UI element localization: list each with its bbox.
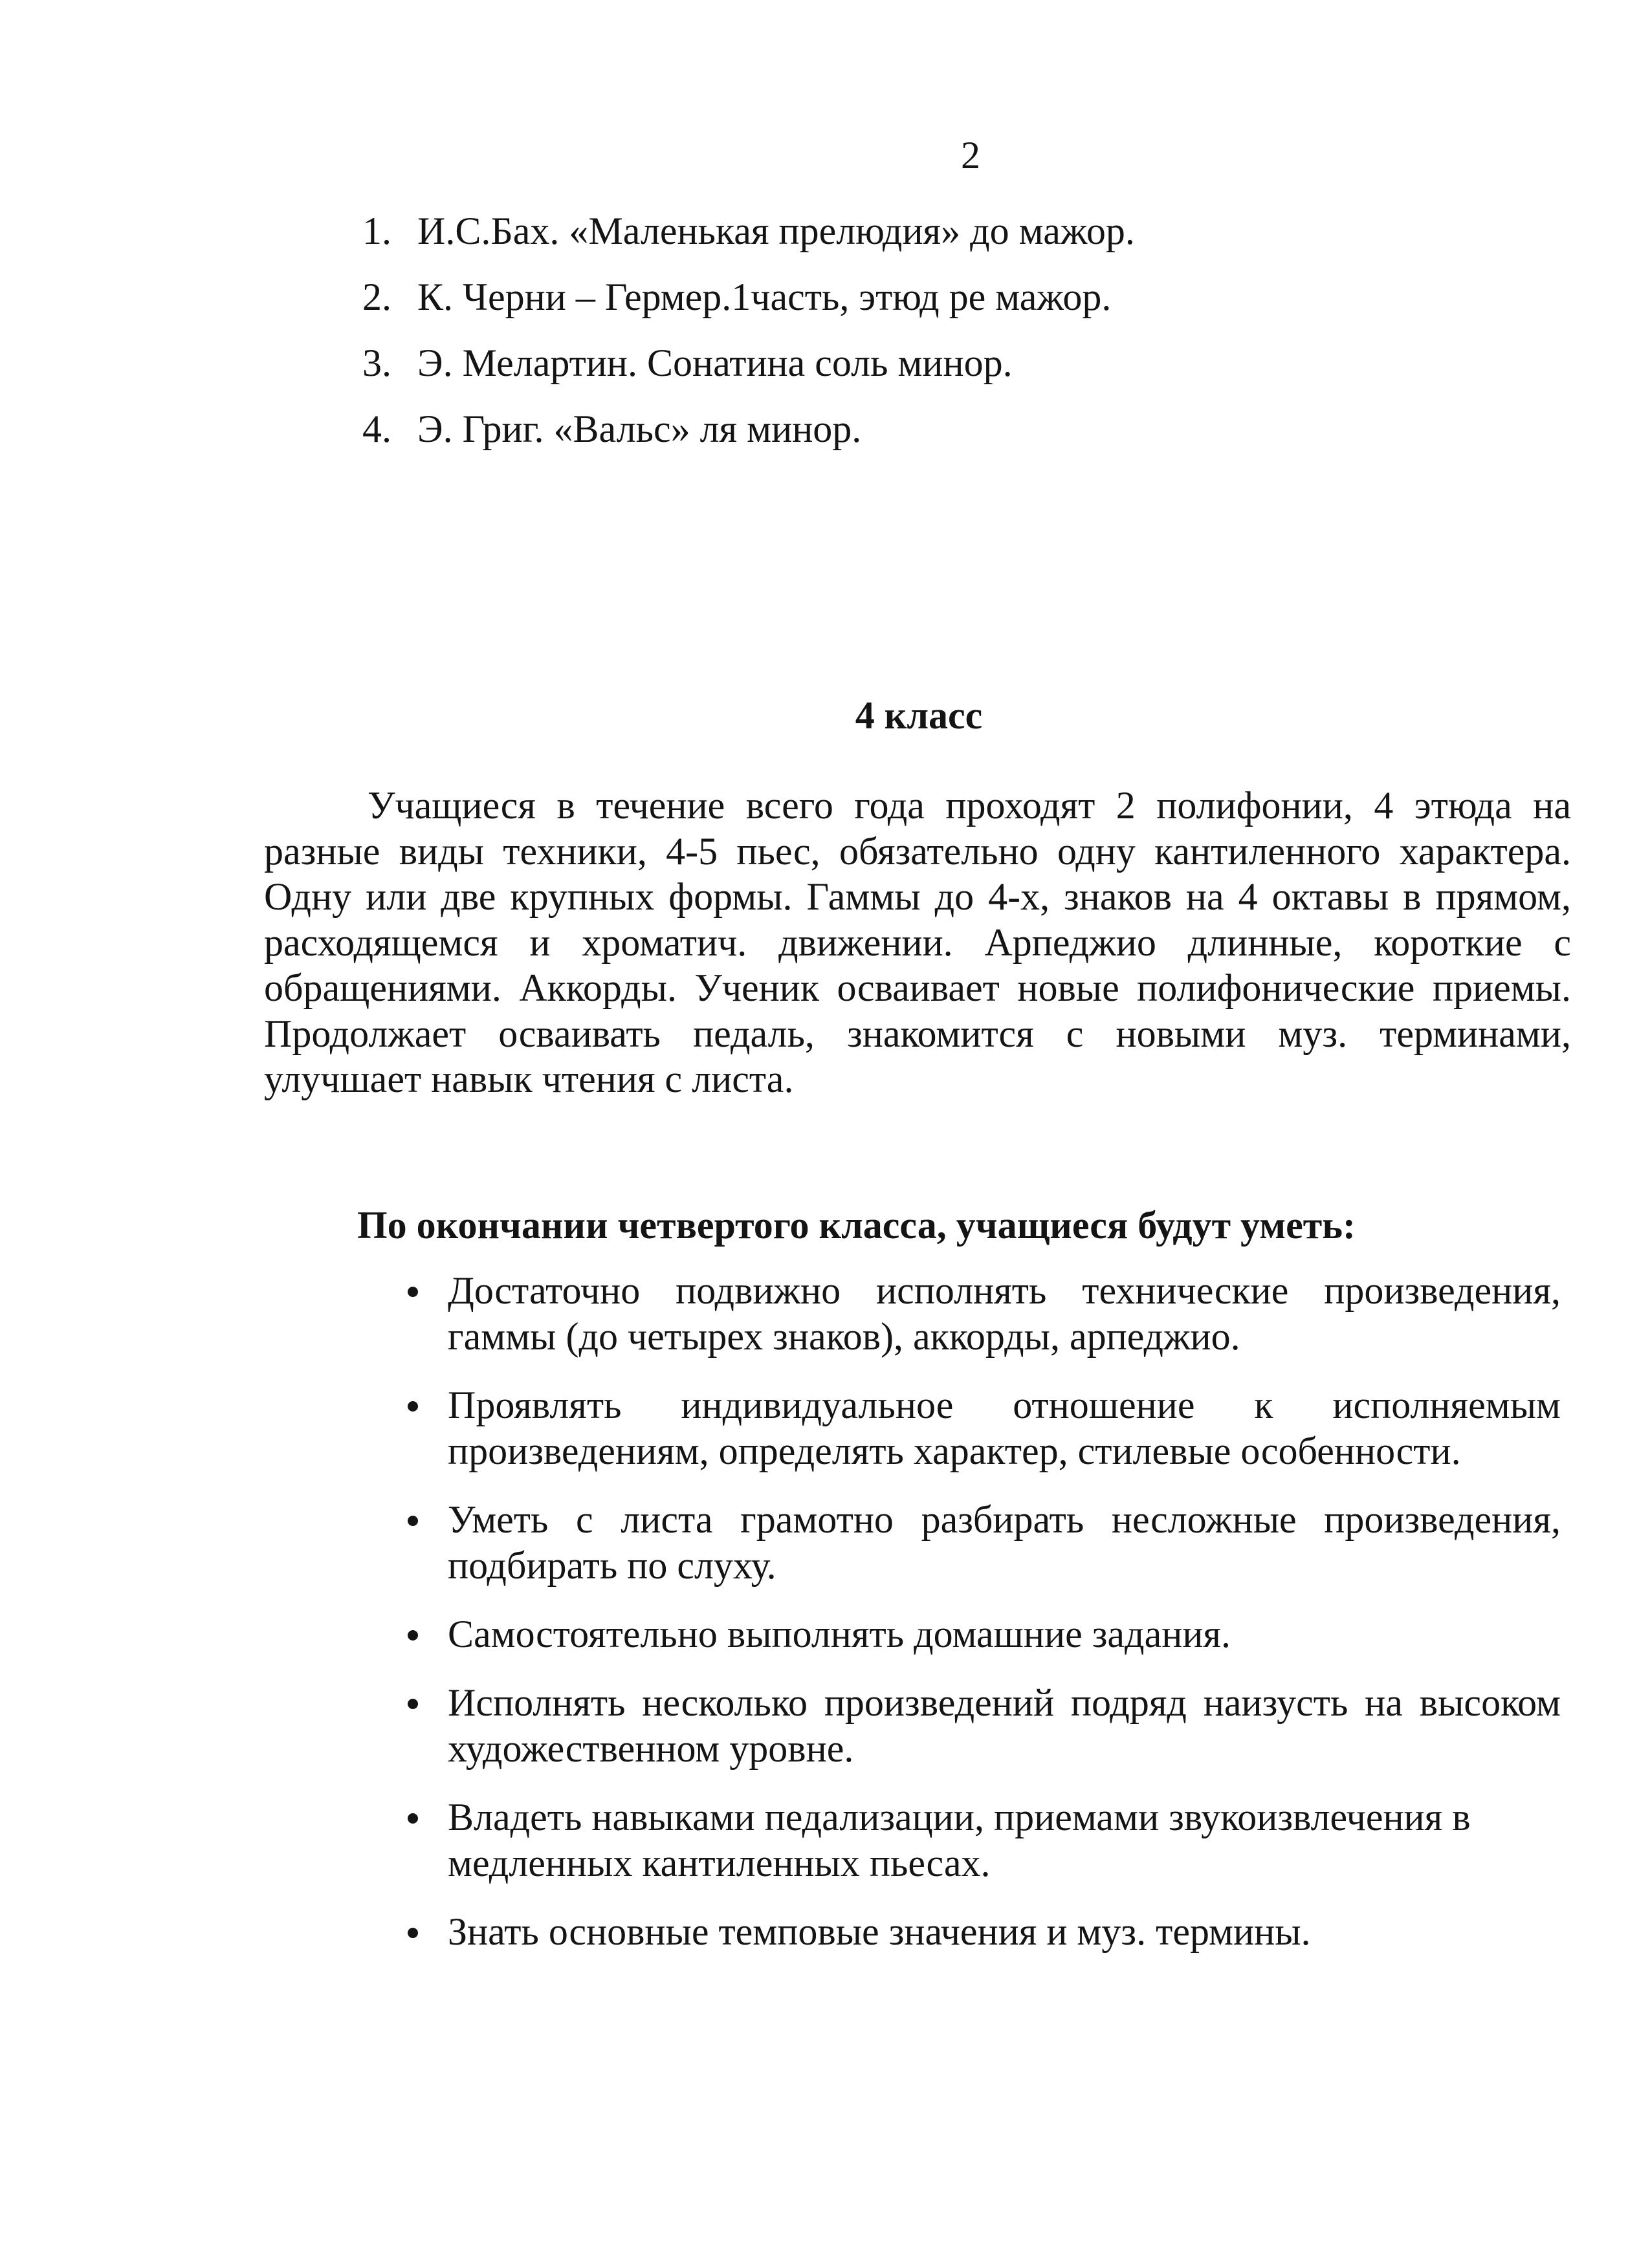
list-item xyxy=(402,1497,1561,1589)
repertoire-item xyxy=(362,208,1462,274)
outcomes-heading: По окончании четвертого класса, учащиеся будут уметь: xyxy=(357,1204,1356,1247)
repertoire-item xyxy=(362,274,1462,340)
outcome-text: Достаточно подвижно исполнять технические произведения, гаммы (до четырех знаков), аккорды, арпеджио. xyxy=(448,1269,1561,1358)
repertoire-list xyxy=(362,208,1462,472)
list-item xyxy=(402,1680,1561,1772)
repertoire-text: Э. Мелартин. Сонатина соль минор. xyxy=(417,342,1013,384)
bullet-icon xyxy=(408,1813,418,1824)
outcome-text: Самостоятельно выполнять домашние задания. xyxy=(448,1613,1231,1655)
repertoire-item xyxy=(362,406,1462,472)
list-item xyxy=(402,1909,1561,1955)
list-number: 3. xyxy=(362,342,391,384)
list-number: 1. xyxy=(362,210,391,252)
repertoire-item xyxy=(362,340,1462,406)
list-number: 4. xyxy=(362,408,391,450)
bullet-icon xyxy=(408,1287,418,1297)
bullet-icon xyxy=(408,1401,418,1412)
outcome-text: Знать основные темповые значения и муз. термины. xyxy=(448,1910,1311,1953)
list-item xyxy=(402,1268,1561,1360)
list-item xyxy=(402,1611,1561,1657)
bullet-icon xyxy=(408,1630,418,1641)
outcome-text: Проявлять индивидуальное отношение к исполняемым произведениям, определять характер, стилевые особенности. xyxy=(448,1384,1561,1472)
intro-paragraph: Учащиеся в течение всего года проходят 2 полифонии, 4 этюда на разные виды техники, 4-5 пьес, обязательно одну кантиленного характера. Одну или две крупных формы. Гаммы до 4-х, знаков на 4 октавы в прямом, расходящемся и хроматич. движении. Арпеджио длинные, короткие с обращениями. Аккорды. Ученик осваивает новые полифонические приемы. Продолжает осваивать педаль, знакомится с новыми муз. терминами, улучшает навык чтения с листа. xyxy=(264,784,1571,1100)
outcomes-list xyxy=(402,1268,1561,1978)
page-number: 2 xyxy=(961,134,980,177)
bullet-icon xyxy=(408,1699,418,1709)
repertoire-text: И.С.Бах. «Маленькая прелюдия» до мажор. xyxy=(417,210,1135,252)
list-item xyxy=(402,1382,1561,1474)
list-number: 2. xyxy=(362,276,391,318)
list-item xyxy=(402,1794,1561,1886)
section-title: 4 класс xyxy=(855,694,983,737)
outcome-text: Исполнять несколько произведений подряд наизусть на высоком художественном уровне. xyxy=(448,1681,1561,1770)
bullet-icon xyxy=(408,1516,418,1526)
repertoire-text: Э. Григ. «Вальс» ля минор. xyxy=(417,408,862,450)
outcome-text: Владеть навыками педализации, приемами звукоизвлечения в медленных кантиленных пьесах. xyxy=(448,1796,1471,1884)
bullet-icon xyxy=(408,1928,418,1938)
outcome-text: Уметь с листа грамотно разбирать несложные произведения, подбирать по слуху. xyxy=(448,1498,1561,1587)
repertoire-text: К. Черни – Гермер.1часть, этюд ре мажор. xyxy=(417,276,1112,318)
